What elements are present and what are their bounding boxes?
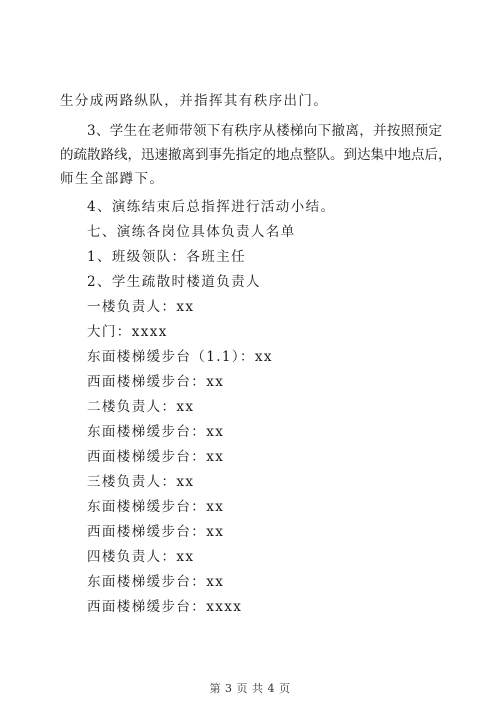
paragraph-line: 4、演练结束后总指挥进行活动小结。: [87, 199, 336, 215]
list-item: 东面楼梯缓步台：xx: [87, 574, 225, 590]
list-item: 四楼负责人：xx: [87, 549, 195, 565]
paragraph-line: 3、学生在老师带领下有秩序从楼梯向下撤离，并按照预定: [87, 123, 442, 139]
list-item: 东面楼梯缓步台：xx: [87, 424, 225, 440]
list-item: 二楼负责人：xx: [87, 399, 195, 415]
section-heading: 七、演练各岗位具体负责人名单: [87, 224, 296, 240]
list-item: 大门：xxxx: [87, 324, 168, 340]
list-item: 三楼负责人：xx: [87, 474, 195, 490]
page-footer: 第 3 页 共 4 页: [209, 682, 291, 695]
list-item: 一楼负责人：xx: [87, 299, 195, 315]
list-item: 东面楼梯缓步台（1.1）：xx: [87, 349, 273, 365]
list-item: 东面楼梯缓步台：xx: [87, 499, 225, 515]
paragraph-line: 1、班级领队：各班主任: [87, 249, 246, 265]
paragraph-line: 的疏散路线，迅速撤离到事先指定的地点整队。到达集中地点后，: [60, 147, 452, 163]
list-item: 西面楼梯缓步台：xx: [87, 374, 225, 390]
list-item: 西面楼梯缓步台：xx: [87, 524, 225, 540]
paragraph-line: 师生全部蹲下。: [60, 171, 165, 187]
list-item: 西面楼梯缓步台：xx: [87, 449, 225, 465]
list-item: 西面楼梯缓步台：xxxx: [87, 599, 243, 615]
paragraph-line: 生分成两路纵队，并指挥其有秩序出门。: [60, 93, 329, 109]
paragraph-line: 2、学生疏散时楼道负责人: [87, 274, 261, 290]
